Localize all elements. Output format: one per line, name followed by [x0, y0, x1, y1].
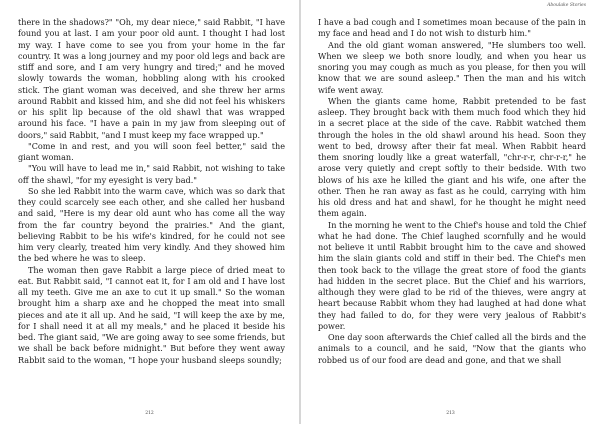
- right-page: [301, 0, 600, 424]
- right-page-text: [318, 17, 586, 366]
- page-number: 213: [446, 411, 455, 416]
- left-page-text: [18, 17, 285, 366]
- paragraph: there in the shadows?" "Oh, my dear niece," said Rabbit, "I have found you at last. I am your poor old aunt. I thought I had lost my way. I have come to see you from your home in the far country. It was a long journey and my poor old legs and back are stiff and sore, and I am very hungry and tired;" and he moved slowly towards the woman, hobbling along with his crooked stick. The giant woman was deceived, and she threw her arms around Rabbit and kissed him, and she did not feel his whiskers or his split lip because of the old shawl that was wrapped around his face. "I have a pain in my jaw from sleeping out of doors," said Rabbit, "and I must keep my face wrapped up.": [18, 17, 285, 140]
- paragraph: And the old giant woman answered, "He slumbers too well. When we sleep we both snore loudly, and when you hear us snoring you may cough as much as you please, for then you will know that we are sound asleep." Then the man and his witch wife went away.: [318, 39, 586, 95]
- paragraph: I have a bad cough and I sometimes moan because of the pain in my face and head and I do not wish to disturb him.": [318, 17, 586, 39]
- running-header: Aboulake Stories: [547, 3, 586, 8]
- paragraph: One day soon afterwards the Chief called all the birds and the animals to a council, and he said, "Now that the giants who robbed us of our food are dead and gone, and that we shall: [318, 332, 586, 365]
- paragraph: "You will have to lead me in," said Rabbit, not wishing to take off the shawl, "for my eyesight is very bad.": [18, 163, 285, 185]
- paragraph: When the giants came home, Rabbit pretended to be fast asleep. They brought back with them much food which they hid in a secret place at the side of the cave. Rabbit watched them through the holes in the old shawl around his head. Soon they went to bed, drowsy after their fat meal. When Rabbit heard them snoring loudly like a great waterfall, "chr-r-r, chr-r-r," he arose very quietly and crept softly to their bedside. With two blows of his axe he killed the giant and his wife, one after the other. Then he ran away as fast as he could, carrying with him his old dress and hat and shawl, for he thought he might need them again.: [318, 95, 586, 219]
- left-page: [0, 0, 299, 424]
- paragraph: So she led Rabbit into the warm cave, which was so dark that they could scarcely see each other, and she called her husband and said, "Here is my dear old aunt who has come all the way from the far country beyond the prairies." And the giant, believing Rabbit to be his wife's kindred, for he could not see him very clearly, treated him very kindly. And they showed him the bed where he was to sleep.: [18, 185, 285, 264]
- paragraph: The woman then gave Rabbit a large piece of dried meat to eat. But Rabbit said, "I cannot eat it, for I am old and I have lost all my teeth. Give me an axe to cut it up small." So the woman brought him a sharp axe and he chopped the meat into small pieces and ate it all up. And he said, "I will keep the axe by me, for I shall need it at all my meals," and he placed it beside his bed. The giant said, "We are going away to see some friends, but we shall be back before midnight." But before they went away Rabbit said to the woman, "I hope your husband sleeps soundly;: [18, 264, 285, 365]
- page-number: 212: [145, 411, 154, 416]
- paragraph: In the morning he went to the Chief's house and told the Chief what he had done. The Chief laughed scornfully and he would not believe it until Rabbit brought him to the cave and showed him the slain giants cold and stiff in their bed. The Chief's men then took back to the village the great store of food the giants had hidden in the secret place. But the Chief and his warriors, although they were glad to be rid of the thieves, were angry at heart because Rabbit whom they had laughed at had done what they had failed to do, for they were very jealous of Rabbit's power.: [318, 219, 586, 331]
- paragraph: "Come in and rest, and you will soon feel better," said the giant woman.: [18, 140, 285, 162]
